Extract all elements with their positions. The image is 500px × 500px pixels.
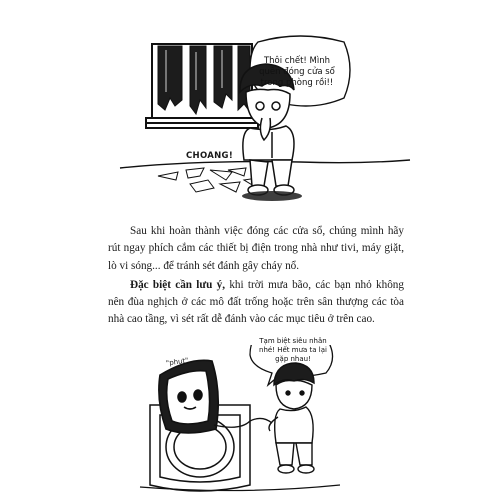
- top-illustration: [0, 0, 500, 205]
- paragraph-2: [108, 277, 404, 329]
- boy-tv-drawing: [0, 345, 500, 500]
- paragraph-2-text: khi trời mưa bão, các bạn nhỏ không nên đùa nghịch ở các mô đất trống hoặc trên sân thượng các tòa nhà cao tầng, vì sét rất dễ đánh vào các mục tiêu ở trên cao.: [108, 278, 404, 326]
- bottom-speech-bubble-text: Tạm biệt siêu nhân nhé! Hết mưa ta lại gặp nhau!: [259, 337, 327, 363]
- body-text: [108, 223, 404, 331]
- paragraph-2-emphasis: Đặc biệt cần lưu ý,: [130, 278, 226, 291]
- paragraph-1: Sau khi hoàn thành việc đóng các cửa sổ, chúng mình hãy rút ngay phích cắm các thiết bị điện trong nhà như tivi, máy giặt, lò vi sóng... để tránh sét đánh gây cháy nổ.: [108, 225, 404, 272]
- sound-effect-choang: CHOANG!: [186, 151, 233, 161]
- top-speech-bubble-text: Thôi chết! Mình quên đóng cửa sổ trong phòng rồi!!: [259, 56, 335, 88]
- boy-window-drawing: [0, 0, 500, 205]
- bottom-illustration: [0, 345, 500, 500]
- sound-effect-phut: "phụt": [165, 356, 189, 368]
